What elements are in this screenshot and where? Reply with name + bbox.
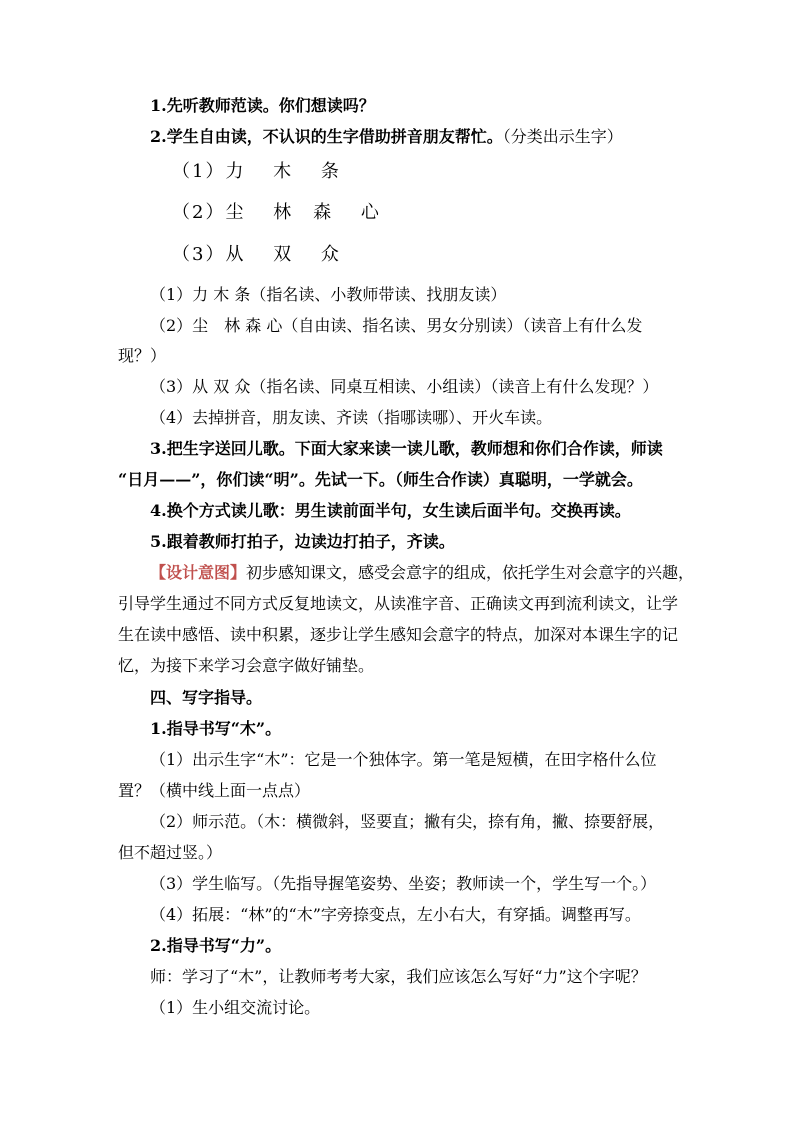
step-2-main: 2.学生自由读，不认识的生字借助拼音朋友帮忙。 [150, 127, 503, 146]
read-line-2-cont: 现？） [118, 346, 167, 365]
writing-1-b: （2）师示范。（木：横微斜，竖要直；撇有尖，捺有角，撇、捺要舒展， [150, 812, 665, 831]
writing-1-d: （4）拓展：“林”的“木”字旁捺变点，左小右大，有穿插。调整再写。 [150, 905, 641, 924]
design-intent-line-2: 引导学生通过不同方式反复地读文，从读准字音、正确读文再到流利读文，让学 [118, 594, 679, 613]
step-3-cont: “日月——”，你们读“明”。先试一下。（师生合作读）真聪明，一学就会。 [118, 470, 643, 489]
design-intent-text: 初步感知课文，感受会意字的组成，依托学生对会意字的兴趣， [246, 563, 695, 582]
step-3: 3.把生字送回儿歌。下面大家来读一读儿歌，教师想和你们合作读，师读 [150, 439, 663, 458]
teacher-question: 师：学习了“木”，让教师考考大家，我们应该怎么写好“力”这个字呢？ [150, 967, 647, 986]
writing-1-a: （1）出示生字“木”：它是一个独体字。第一笔是短横，在田字格什么位 [150, 750, 657, 769]
read-line-1: （1）力 木 条（指名读、小教师带读、找朋友读） [150, 285, 507, 304]
step-2 [150, 122, 710, 152]
design-intent-line-4: 忆，为接下来学习会意字做好铺垫。 [118, 656, 375, 675]
step-5: 5.跟着教师打拍子，边读边打拍子，齐读。 [150, 532, 455, 551]
section-heading: 四、写字指导。 [150, 688, 263, 707]
read-line-3: （3）从 双 众（指名读、同桌互相读、小组读）（读音上有什么发现？） [150, 377, 659, 396]
read-line-2: （2）尘 林 森 心（自由读、指名读、男女分别读）（读音上有什么发 [150, 316, 643, 335]
design-intent-label: 【设计意图】 [150, 563, 247, 582]
char-group-2: （2）尘 林 森 心 [172, 202, 381, 223]
writing-2: 2.指导书写“力”。 [150, 936, 282, 955]
writing-1-b-cont: 但不超过竖。） [118, 843, 223, 862]
writing-1-c: （3）学生临写。（先指导握笔姿势、坐姿；教师读一个，学生写一个。） [150, 874, 657, 893]
step-2-note: （分类出示生字） [502, 127, 623, 146]
group-discussion: （1）生小组交流讨论。 [150, 998, 321, 1017]
step-1: 1.先听教师范读。你们想读吗？ [150, 96, 375, 115]
writing-1: 1.指导书写“木”。 [150, 719, 282, 738]
step-4: 4.换个方式读儿歌：男生读前面半句，女生读后面半句。交换再读。 [150, 501, 631, 520]
char-group-3: （3）从 双 众 [172, 244, 341, 265]
design-intent-line-3: 生在读中感悟、读中积累，逐步让学生感知会意字的特点，加深对本课生字的记 [118, 625, 679, 644]
read-line-4: （4）去掉拼音，朋友读、齐读（指哪读哪）、开火车读。 [150, 408, 553, 427]
writing-1-a-cont: 置？（横中线上面一点点） [118, 781, 311, 800]
design-intent [150, 558, 710, 588]
char-group-1: （1）力 木 条 [172, 161, 341, 182]
